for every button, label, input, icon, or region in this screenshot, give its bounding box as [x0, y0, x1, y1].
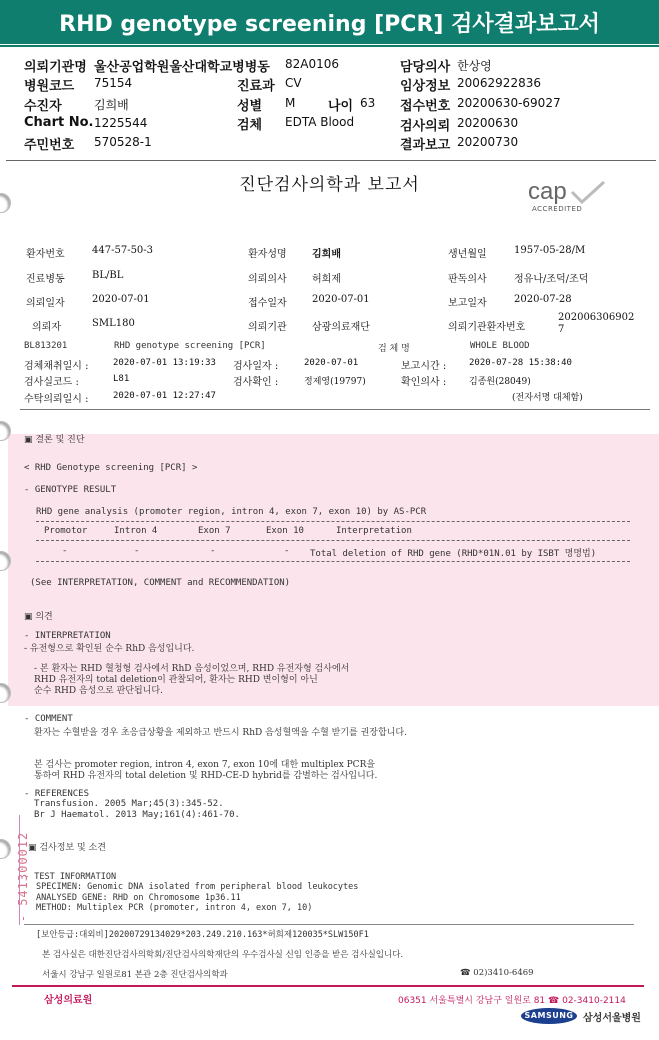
- punch-hole: [0, 193, 11, 213]
- info-label-req-doctor: 의뢰의사: [248, 274, 287, 285]
- section-info-title: ▣ 검사정보 및 소견: [28, 843, 106, 853]
- info-label-rep-date: 보고일자: [448, 298, 487, 309]
- info-line-1: - TEST INFORMATION: [24, 872, 117, 882]
- meta-value-lab-code: L81: [113, 374, 130, 384]
- cap-logo-text: cap: [528, 178, 567, 205]
- meta-value-confirm-doctor: 김종원(28049): [469, 377, 531, 387]
- section-opinion-title: ▣ 의견: [24, 612, 53, 622]
- info-value-req-doctor: 허희제: [312, 274, 341, 285]
- info-value-req-inst: 삼광의료재단: [312, 322, 370, 333]
- hdr-value-sex: M: [285, 96, 296, 110]
- hdr-label-hospital-code: 병원코드: [24, 79, 75, 94]
- info-label-req-date: 의뢰일자: [26, 298, 65, 309]
- table-header-exon10: Exon 10: [266, 526, 304, 536]
- table-cell-interpretation: Total deletion of RHD gene (RHD*01N.01 by ISBT 명명법): [310, 549, 597, 559]
- info-label-patient-name: 환자성명: [248, 249, 287, 260]
- hdr-value-hospital-code: 75154: [94, 76, 133, 90]
- lab-phone: ☎ 02)3410-6469: [460, 968, 534, 978]
- table-cell-exon10: -: [284, 546, 290, 556]
- meta-label-lab-code: 검사실코드 :: [24, 377, 79, 388]
- samsung-logo: [521, 1008, 577, 1024]
- interp-line-2: - 유전형으로 확인된 순수 RhD 음성입니다.: [24, 644, 195, 654]
- table-top-rule: [36, 521, 630, 522]
- info-value-req-date: 2020-07-01: [92, 294, 150, 305]
- info-line-3: ANALYSED GENE: RHD on Chromosome 1p36.11: [36, 893, 241, 903]
- meta-label-checker: 검사확인 :: [233, 377, 279, 388]
- cap-accredited: ACCREDITED: [532, 205, 583, 213]
- comment-line-3: 본 검사는 promoter region, intron 4, exon 7, exon 10에 대한 multiplex PCR을: [34, 760, 376, 770]
- result-line-2: - GENOTYPE RESULT: [24, 485, 117, 495]
- table-header-intron4: Intron 4: [114, 526, 158, 536]
- info-value-patient-no: 447-57-50-3: [92, 245, 154, 256]
- hdr-value-clinical-info: 20062922836: [457, 76, 541, 90]
- comment-line-1: - COMMENT: [24, 714, 73, 724]
- vertical-stamp-number: - 541300012: [16, 831, 31, 923]
- info-label-req-inst: 의뢰기관: [248, 322, 287, 333]
- hdr-label-report-date: 결과보고: [400, 138, 451, 153]
- hdr-label-rrn: 주민번호: [24, 138, 75, 153]
- table-cell-promotor: -: [62, 546, 68, 556]
- security-line: [보안등급:대외비]20200729134029*203.249.210.163*허희제120035*SLW150F1: [36, 930, 369, 940]
- check-icon: [570, 180, 606, 204]
- info-value-requester: SML180: [92, 318, 135, 329]
- meta-value-consign: 2020-07-01 12:27:47: [113, 391, 216, 401]
- meta-value-report-time: 2020-07-28 15:38:40: [469, 358, 572, 368]
- result-line-3: RHD gene analysis (promoter region, intron 4, exon 7, exon 10) by AS-PCR: [36, 507, 427, 517]
- info-line-4: METHOD: Multiplex PCR (promoter, intron 4, exon 7, 10): [36, 903, 313, 913]
- info-value-reader: 정유나/조덕/조덕: [514, 274, 589, 285]
- punch-hole: [0, 839, 11, 859]
- hdr-value-doctor: 한상영: [457, 59, 492, 73]
- table-cell-intron4: -: [134, 546, 140, 556]
- hdr-value-rrn: 570528-1: [94, 135, 152, 149]
- info-line-2: SPECIMEN: Genomic DNA isolated from peripheral blood leukocytes: [36, 882, 359, 892]
- hdr-value-request-date: 20200630: [457, 116, 519, 130]
- hdr-value-ward-code: 82A0106: [285, 57, 340, 71]
- info-label-patient-no: 환자번호: [26, 249, 65, 260]
- title-underline: [0, 45, 659, 47]
- info-value-inst-patient-no-cont: 7: [558, 324, 565, 335]
- meta-divider: [20, 409, 650, 410]
- info-value-rep-date: 2020-07-28: [514, 294, 572, 305]
- hdr-value-specimen: EDTA Blood: [285, 115, 355, 129]
- hdr-label-specimen: 검체: [237, 118, 263, 133]
- meta-label-collect: 검체채취일시 :: [24, 361, 89, 372]
- info-value-ward: BL/BL: [92, 270, 124, 281]
- meta-label-test-date: 검사일자 :: [233, 361, 279, 372]
- samsung-logo-text: SAMSUNG: [524, 1011, 574, 1020]
- test-name: RHD genotype screening [PCR]: [114, 341, 266, 351]
- hdr-label-patient: 수진자: [24, 99, 62, 114]
- meta-value-checker: 정제영(19797): [304, 377, 366, 387]
- specimen-label: 검 체 명: [378, 344, 410, 354]
- info-value-patient-name: 김희배: [312, 249, 341, 260]
- hdr-value-receipt-no: 20200630-69027: [457, 96, 561, 110]
- info-label-inst-patient-no: 의뢰기관환자번호: [448, 322, 526, 333]
- interp-line-1: - INTERPRETATION: [24, 631, 111, 641]
- table-header-exon7: Exon 7: [198, 526, 231, 536]
- hdr-label-doctor: 담당의사: [400, 60, 451, 75]
- footer-rule: [24, 924, 634, 925]
- info-value-inst-patient-no: 202006306902: [558, 312, 635, 323]
- result-line-1: < RHD Genotype screening [PCR] >: [24, 463, 198, 473]
- hdr-label-dept: 진료과: [237, 79, 275, 94]
- report-title: RHD genotype screening [PCR] 검사결과보고서: [59, 12, 600, 37]
- footer-address: 06351 서울특별시 강남구 일원로 81 ☎ 02-3410-2114: [398, 996, 626, 1006]
- table-cell-exon7: -: [210, 546, 216, 556]
- ref-line-1: - REFERENCES: [24, 789, 90, 799]
- hdr-label-request-date: 검사의뢰: [400, 119, 451, 134]
- hdr-value-institution: 울산공업학원울산대학교병병동: [94, 60, 270, 75]
- info-label-requester: 의뢰자: [32, 322, 61, 333]
- report-title-bar: [0, 0, 659, 44]
- meta-value-test-date: 2020-07-01: [304, 358, 359, 368]
- table-header-promotor: Promotor: [44, 526, 88, 536]
- hdr-value-patient: 김희배: [94, 98, 129, 112]
- section-result-title: ▣ 결론 및 진단: [24, 435, 85, 445]
- hdr-value-chart-no: 1225544: [94, 116, 148, 130]
- see-note: (See INTERPRETATION, COMMENT and RECOMMENDATION): [30, 578, 291, 588]
- table-mid-rule: [36, 540, 630, 541]
- info-label-recv-date: 접수일자: [248, 298, 287, 309]
- hdr-label-clinical-info: 임상정보: [400, 79, 451, 94]
- lab-address: 서울시 강남구 일원로81 본관 2층 진단검사의학과: [42, 970, 228, 980]
- hdr-label-chart-no: Chart No.: [24, 115, 94, 130]
- meta-value-collect: 2020-07-01 13:19:33: [113, 358, 216, 368]
- comment-line-4: 통하여 RHD 유전자의 total deletion 및 RHD-CE-D hybrid를 감별하는 검사입니다.: [34, 771, 378, 781]
- header-divider: [6, 160, 656, 161]
- hdr-value-age: 63: [360, 96, 376, 110]
- info-label-ward: 진료병동: [26, 274, 65, 285]
- table-bottom-rule: [36, 561, 630, 562]
- hdr-value-dept: CV: [285, 76, 302, 90]
- hdr-value-report-date: 20200730: [457, 135, 519, 149]
- hdr-label-sex: 성별: [237, 99, 263, 114]
- specimen-value: WHOLE BLOOD: [470, 341, 530, 351]
- interp-line-5: 순수 RHD 음성으로 판단됩니다.: [34, 686, 163, 696]
- cert-line: 본 검사실은 대한진단검사의학회/진단검사의학재단의 우수검사실 신임 인증을 받은 검사실입니다.: [42, 950, 404, 960]
- report-subtitle: 진단검사의학과 보고서: [239, 175, 420, 195]
- hospital-name: 삼성서울병원: [583, 1013, 641, 1024]
- hdr-label-receipt-no: 접수번호: [400, 99, 451, 114]
- ref-line-3: Br J Haematol. 2013 May;161(4):461-70.: [34, 810, 240, 820]
- info-value-recv-date: 2020-07-01: [312, 294, 370, 305]
- hdr-label-institution: 의뢰기관명: [24, 60, 87, 75]
- footer-divider: [12, 985, 644, 987]
- test-code: BL813201: [24, 341, 68, 351]
- comment-line-2: 환자는 수혈받을 경우 초응급상황을 제외하고 반드시 RhD 음성혈액을 수혈 받기를 권장합니다.: [34, 728, 407, 738]
- meta-label-report-time: 보고시간 :: [401, 361, 447, 372]
- info-label-dob: 생년월일: [448, 249, 487, 260]
- ref-line-2: Transfusion. 2005 Mar;45(3):345-52.: [34, 799, 224, 809]
- table-header-interpretation: Interpretation: [336, 526, 412, 536]
- meta-label-consign: 수탁의뢰일시 :: [24, 394, 89, 405]
- info-value-dob: 1957-05-28/M: [514, 245, 586, 256]
- signature-note: (전자서명 대체함): [512, 393, 583, 403]
- meta-label-confirm-doctor: 확인의사 :: [401, 377, 447, 388]
- interp-line-3: - 본 환자는 RHD 혈청형 검사에서 RhD 음성이었으며, RHD 유전자형 검사에서: [34, 664, 350, 674]
- cap-logo: [524, 178, 614, 218]
- brand-left: 삼성의료원: [44, 995, 93, 1006]
- interp-line-4: RHD 유전자의 total deletion이 관찰되어, 환자는 RHD 변이형이 아닌: [34, 675, 318, 685]
- info-label-reader: 판독의사: [448, 274, 487, 285]
- hdr-label-age: 나이: [328, 99, 354, 114]
